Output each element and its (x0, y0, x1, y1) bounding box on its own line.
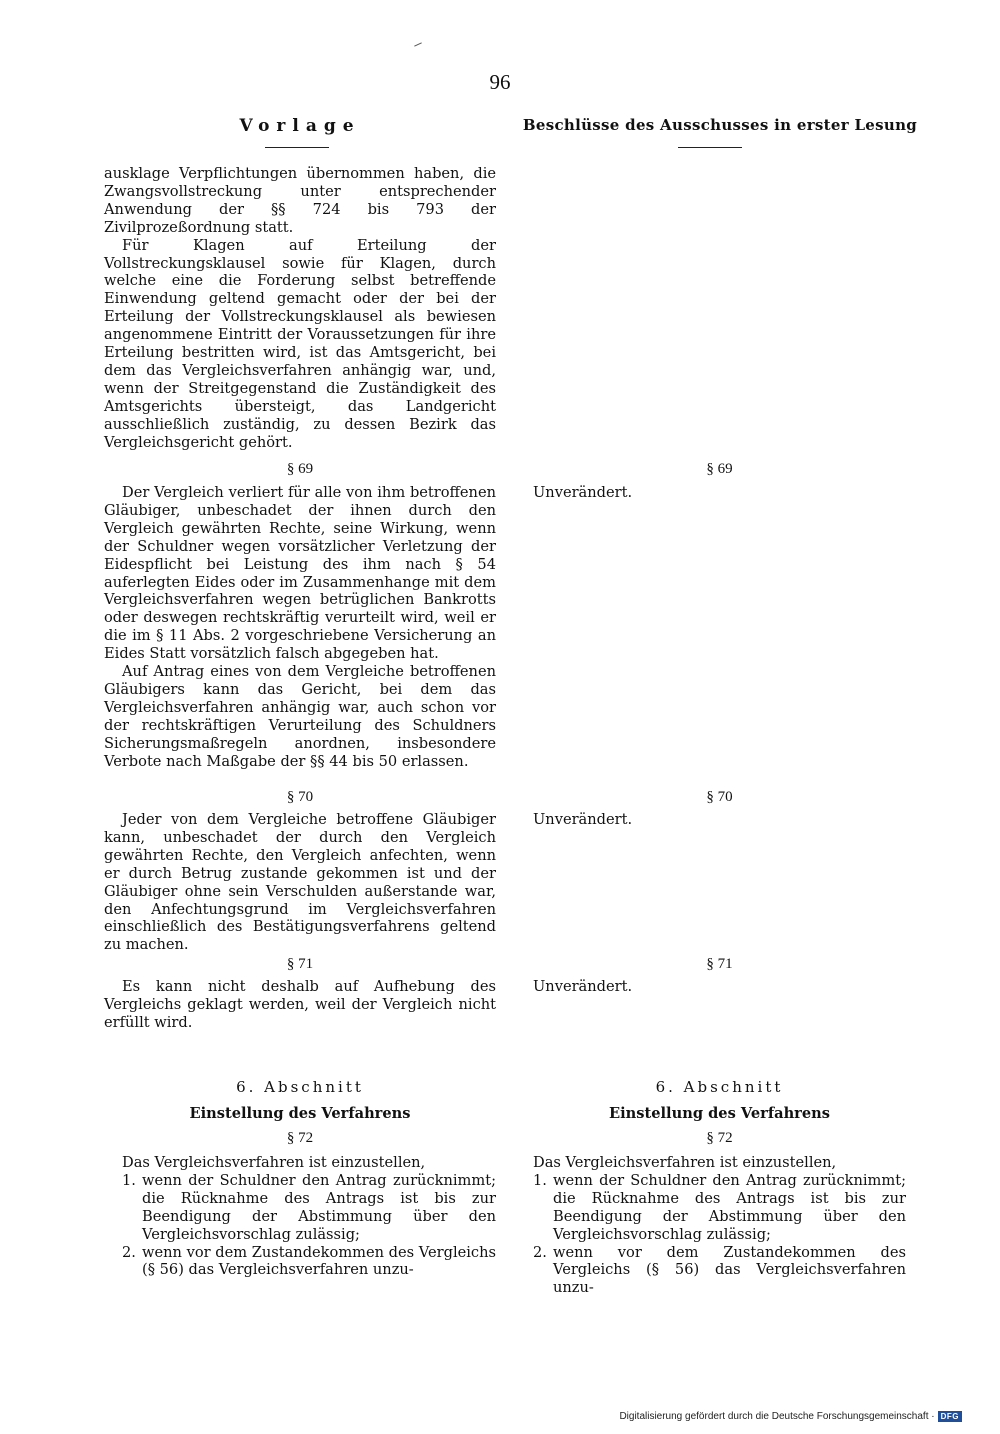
list-item-text: wenn der Schuldner den Antrag zurücknimmt; die Rücknahme des Antrags ist bis zur Beendigung der Abstimmung über den Vergleichsvorschlag zulässig; (142, 1171, 496, 1243)
paragraph-69-text-2: Auf Antrag eines von dem Vergleiche betroffenen Gläubigers kann das Gericht, bei dem das Vergleichsverfahren anhängig war, auch schon vor der rechtskräftigen Verurteilung des Schuldners Sicherungsmaßregeln anordnen, insbesondere Verbote nach Maßgabe der §§ 44 bis 50 erlassen. (104, 663, 496, 770)
paragraph-72-list (104, 1172, 496, 1279)
continuation-paragraph-2: Für Klagen auf Erteilung der Vollstreckungsklausel sowie für Klagen, durch welche eine die Forderung selbst betreffende Einwendung geltend gemacht oder der bei der Erteilung der Vollstreckungsklausel als bewiesen angenommene Eintritt der Voraussetzungen für ihre Erteilung bestritten wird, ist das Amtsgericht, bei dem das Vergleichsverfahren anhängig war, und, wenn der Streitgegenstand die Zuständigkeit des Amtsgerichts übersteigt, das Landgericht ausschließlich zuständig, zu dessen Bezirk das Vergleichsgericht gehört. (104, 236, 496, 451)
right-paragraph-70-text: Unverändert. (533, 811, 633, 828)
dfg-logo: DFG (938, 1411, 962, 1422)
left-heading-rule (265, 147, 329, 148)
right-paragraph-69-text: Unverändert. (533, 484, 633, 501)
paragraph-69-text-1: Der Vergleich verliert für alle von ihm betroffenen Gläubiger, unbeschadet der ihnen durch den Vergleich gewährten Rechte, seine Wirkung, wenn der Schuldner wegen vorsätzlicher Verletzung der Eidespflicht bei Leistung des ihm nach § 54 auferlegten Eides oder im Zusammenhange mit dem Vergleichsverfahren wegen betrüglichen Bankrotts oder deswegen rechtskräftig verurteilt wird, weil er die im § 11 Abs. 2 vorgeschriebene Versicherung an Eides Statt vorsätzlich falsch abgegeben hat. (104, 484, 496, 663)
left-paragraph-69-sign: § 69 (286, 461, 314, 477)
right-heading-rule (678, 147, 742, 148)
right-section-number: 6. Abschnitt (655, 1078, 784, 1096)
digitization-credit (619, 1411, 962, 1422)
left-paragraph-71-body (104, 978, 496, 1032)
right-paragraph-72-sign: § 72 (706, 1130, 733, 1146)
paragraph-72-list (533, 1172, 906, 1297)
list-item (533, 1244, 906, 1298)
right-paragraph-71-sign: § 71 (706, 956, 733, 972)
left-column-heading: Vorlage (239, 116, 361, 136)
left-paragraph-69-body (104, 484, 496, 771)
credit-text: Digitalisierung gefördert durch die Deutsche Forschungsgemeinschaft · (619, 1411, 935, 1422)
left-paragraph-71-sign: § 71 (286, 956, 314, 972)
list-item (122, 1172, 496, 1244)
list-item-number: 1. (122, 1171, 136, 1189)
list-item-number: 2. (122, 1243, 136, 1261)
list-item (122, 1244, 496, 1280)
right-paragraph-70-sign: § 70 (706, 789, 733, 805)
list-item-text: wenn vor dem Zustandekommen des Vergleichs (§ 56) das Vergleichsverfahren unzu- (553, 1243, 906, 1297)
list-item-text: wenn vor dem Zustandekommen des Vergleichs (§ 56) das Vergleichsverfahren unzu- (142, 1243, 496, 1279)
left-paragraph-70-sign: § 70 (286, 789, 314, 805)
list-item-number: 2. (533, 1243, 547, 1261)
left-paragraph-70-body (104, 811, 496, 954)
left-paragraph-72-body (104, 1154, 496, 1279)
right-paragraph-72-body (533, 1154, 906, 1297)
page-number: 96 (489, 70, 511, 94)
right-paragraph-69-sign: § 69 (706, 461, 733, 477)
left-continuation-block (104, 165, 496, 452)
list-item-number: 1. (533, 1171, 547, 1189)
left-section-title: Einstellung des Verfahrens (189, 1105, 411, 1122)
paragraph-70-text: Jeder von dem Vergleiche betroffene Gläubiger kann, unbeschadet der durch den Vergleich gewährten Rechte, den Vergleich anfechten, wenn er durch Betrug zustande gekommen ist und der Gläubiger ohne sein Verschulden außerstande war, den Anfechtungsgrund im Vergleichsverfahren einschließlich des Bestätigungsverfahrens geltend zu machen. (104, 811, 496, 954)
paragraph-72-intro: Das Vergleichsverfahren ist einzustellen, (533, 1154, 837, 1171)
right-section-title: Einstellung des Verfahrens (608, 1105, 830, 1122)
left-section-number: 6. Abschnitt (236, 1078, 364, 1096)
left-paragraph-72-sign: § 72 (286, 1130, 314, 1146)
paragraph-72-intro: Das Vergleichsverfahren ist einzustellen, (122, 1154, 426, 1171)
scan-speck (414, 42, 422, 46)
continuation-paragraph: ausklage Verpflichtungen übernommen haben, die Zwangsvollstreckung unter entsprechender Anwendung der §§ 724 bis 793 der Zivilprozeßordnung statt. (104, 165, 496, 236)
paragraph-71-text: Es kann nicht deshalb auf Aufhebung des Vergleichs geklagt werden, weil der Vergleich nicht erfüllt wird. (104, 978, 496, 1031)
list-item (533, 1172, 906, 1244)
list-item-text: wenn der Schuldner den Antrag zurücknimmt; die Rücknahme des Antrags ist bis zur Beendigung der Abstimmung über den Vergleichsvorschlag zulässig; (553, 1171, 906, 1243)
right-column-heading: Beschlüsse des Ausschusses in erster Lesung (522, 116, 918, 134)
right-paragraph-71-text: Unverändert. (533, 978, 633, 995)
